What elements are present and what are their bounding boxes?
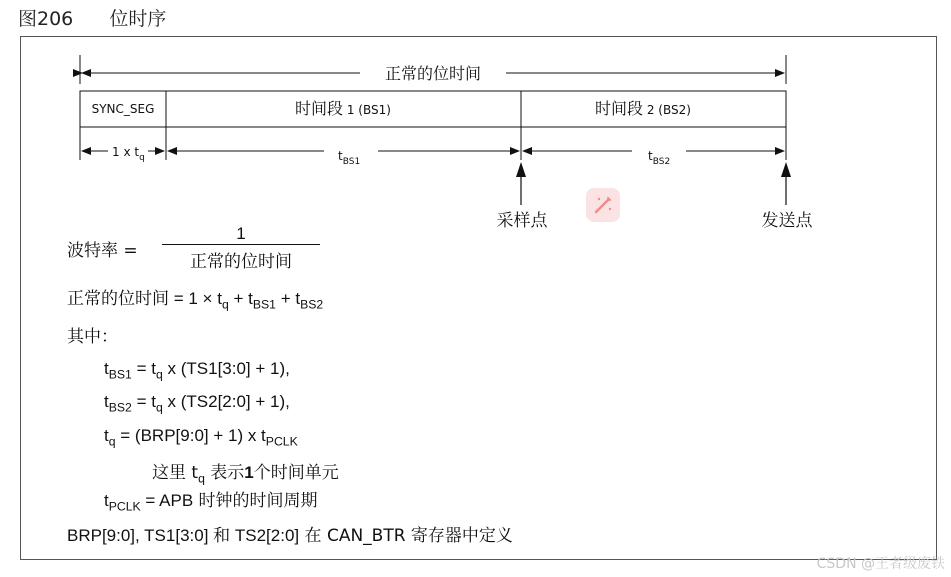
edit-badge-icon — [586, 188, 620, 222]
bs1-duration-arrowhead-right — [510, 147, 520, 155]
transmit-point-arrow-icon — [781, 162, 791, 177]
sample-point-arrow-icon — [516, 162, 526, 177]
tbs2-formula: $t_{BS2} = t_q$ x (TS2[2:0] + 1), — [104, 392, 290, 415]
bs2-duration-arrowhead-left — [522, 147, 532, 155]
bs1-label: 时间段 1 (BS1) — [295, 99, 391, 118]
watermark: CSDN @王者级废铁 — [816, 556, 945, 572]
figure-title: 位时序 — [109, 8, 167, 30]
bs2-duration-label: $t_{BS2}$ — [648, 149, 671, 167]
bs2-duration-arrowhead-right — [775, 147, 785, 155]
sync-duration-arrowhead-left — [81, 147, 91, 155]
bs2-label: 时间段 2 (BS2) — [595, 99, 691, 118]
sync-duration-arrowhead-right — [155, 147, 165, 155]
bit-time-label: 正常的位时间 — [384, 64, 482, 83]
baud-rate-label: 波特率 = — [67, 241, 138, 261]
fraction-bar — [162, 244, 320, 245]
baud-rate-numerator: 1 — [236, 224, 246, 243]
nominal-bit-time-formula: 正常的位时间 = $1 \times t_q + t_{BS1} + t_{BS2}$ — [67, 289, 324, 312]
sample-point-label: 采样点 — [496, 211, 548, 231]
baud-rate-fraction — [162, 224, 320, 272]
bs1-duration-arrowhead-left — [167, 147, 177, 155]
tbs1-formula: $t_{BS1} = t_q$ x (TS1[3:0] + 1), — [104, 359, 290, 382]
register-footer: BRP[9:0], TS1[3:0] 和 TS2[2:0] 在 CAN_BTR 寄存器中定义 — [67, 526, 513, 546]
figure-number: 图206 — [18, 8, 74, 30]
tpclk-formula: $t_{PCLK}$ = APB 时钟的时间周期 — [104, 491, 318, 514]
tq-note: 这里 $t_q$ 表示1个时间单元 — [152, 463, 339, 486]
baud-rate-denominator: 正常的位时间 — [190, 252, 292, 272]
transmit-point-label: 发送点 — [761, 211, 813, 231]
tq-formula: $t_q$ = (BRP[9:0] + 1) x $t_{PCLK}$ — [104, 426, 298, 449]
bs1-duration-label: $t_{BS1}$ — [338, 149, 361, 167]
where-label: 其中： — [67, 327, 118, 347]
bit-time-arrowhead-left — [81, 69, 91, 77]
sync-duration-label: 1 x $t_q$ — [112, 145, 145, 163]
sync-seg-label: SYNC_SEG — [91, 102, 155, 116]
